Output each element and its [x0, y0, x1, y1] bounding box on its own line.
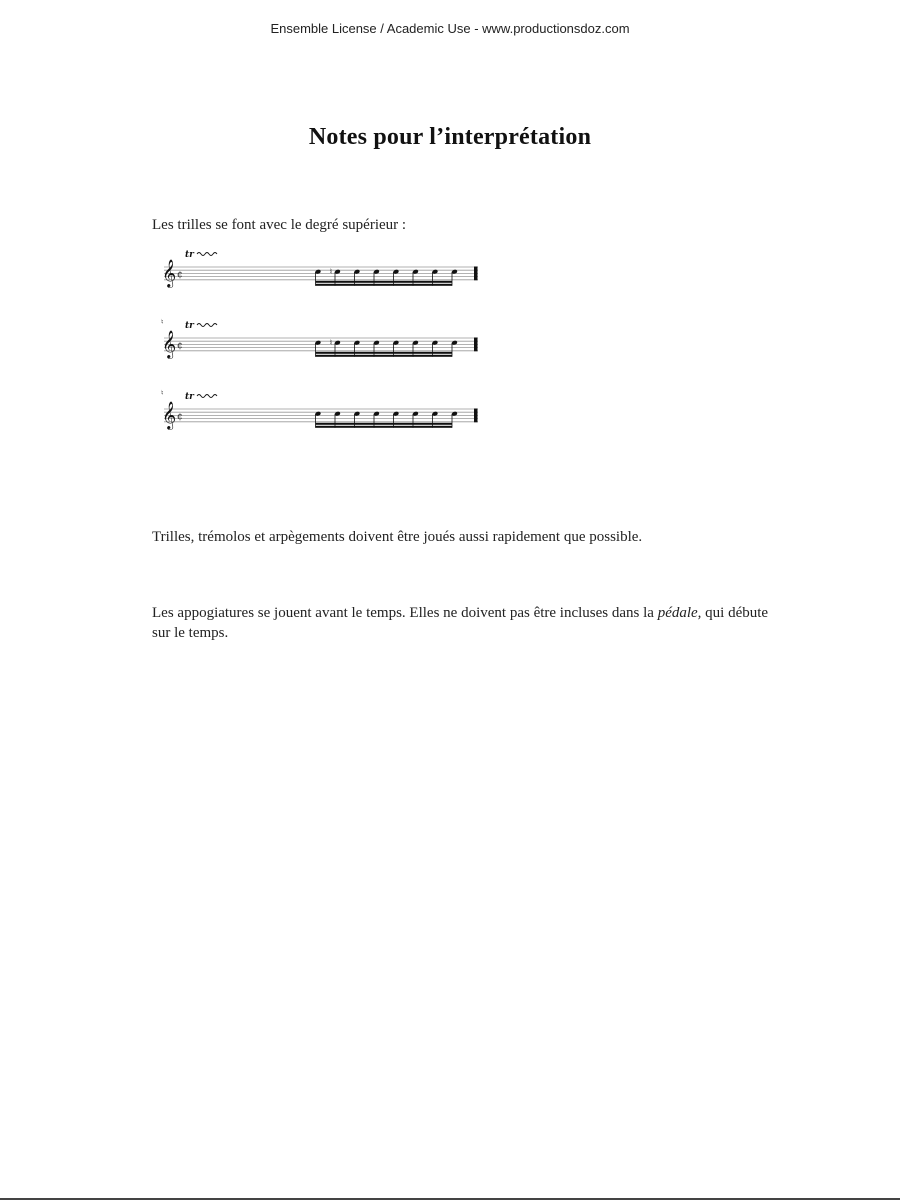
appoggiatura-text-part1: Les appogiatures se jouent avant le temps. Elles ne doivent pas être incluses dans la — [152, 605, 658, 621]
treble-clef-icon: 𝄞 — [162, 401, 177, 429]
page-title: Notes pour l’interprétation — [308, 124, 592, 150]
cut-time-icon: ¢ — [177, 412, 183, 422]
trill-example-1 — [160, 247, 485, 307]
note-beam — [316, 355, 453, 357]
trill-wavy-line — [197, 324, 217, 327]
speed-instruction-text: Trilles, trémolos et arpègements doivent être joués aussi rapidement que possible. — [152, 529, 643, 545]
natural-accidental-icon: ♮ — [329, 337, 333, 347]
trill-wavy-line — [197, 253, 217, 256]
note-beam — [316, 352, 453, 354]
appoggiatura-text — [152, 603, 772, 643]
final-barline — [474, 338, 478, 352]
trill-wavy-line — [197, 395, 217, 398]
treble-clef-icon: 𝄞 — [162, 330, 177, 358]
courtesy-natural-icon: ♮ — [161, 318, 164, 326]
staff-svg — [160, 389, 485, 449]
cut-time-icon: ¢ — [177, 341, 183, 351]
pedale-italic: pédale, — [657, 605, 702, 621]
trill-mark-icon: tr — [185, 321, 194, 331]
note-beam — [316, 281, 453, 283]
courtesy-natural-icon: ♮ — [161, 389, 164, 397]
note-beam — [316, 284, 453, 286]
staff-svg — [160, 318, 485, 378]
trill-example-2 — [160, 318, 485, 378]
trill-mark-icon: tr — [185, 392, 194, 402]
trill-mark-icon: tr — [185, 250, 194, 260]
note-beam — [316, 423, 453, 425]
staff-svg — [160, 247, 485, 307]
appoggiatura-text-part2: qui débute sur le temps. — [152, 605, 769, 641]
cut-time-icon: ¢ — [177, 270, 183, 280]
final-barline — [474, 409, 478, 423]
natural-accidental-icon: ♮ — [329, 266, 333, 276]
note-beam — [316, 426, 453, 428]
treble-clef-icon: 𝄞 — [162, 259, 177, 287]
license-header: Ensemble License / Academic Use - www.productionsdoz.com — [270, 21, 630, 36]
final-barline — [474, 267, 478, 281]
trill-example-3 — [160, 389, 485, 449]
trills-intro-text: Les trilles se font avec le degré supérieur : — [152, 217, 407, 233]
